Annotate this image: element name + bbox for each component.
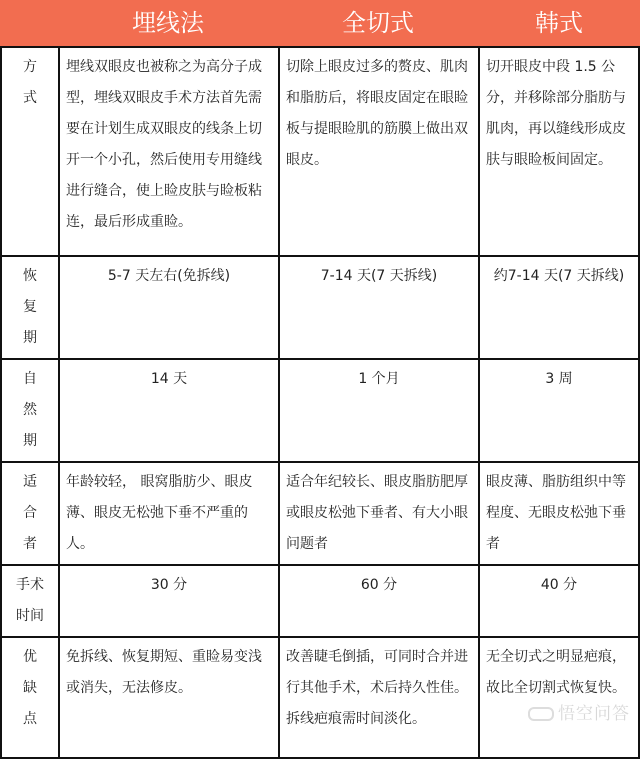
cell-method-buried: 埋线双眼皮也被称之为高分子成型，埋线双眼皮手术方法首先需要在计划生成双眼皮的线条上切开一个小孔，然后使用专用缝线进行缝合，使上睑皮肤与睑板粘连，最后形成重睑。: [59, 47, 279, 256]
cell-pros-cons-buried: 免拆线、恢复期短、重睑易变浅或消失，无法修皮。: [59, 637, 279, 758]
row-label-duration: [1, 565, 59, 637]
cell-natural-korean: 3 周: [479, 359, 639, 462]
cell-method-full: 切除上眼皮过多的赘皮、肌肉和脂肪后，将眼皮固定在眼睑板与提眼睑肌的筋膜上做出双眼皮。: [279, 47, 479, 256]
cell-duration-full: 60 分: [279, 565, 479, 637]
table-row-natural: [1, 359, 639, 462]
header-buried-suture: 埋线法: [132, 9, 204, 37]
cell-natural-full: 1 个月: [279, 359, 479, 462]
label-char: 式: [23, 90, 37, 106]
label-char: 适: [23, 474, 37, 490]
row-label-suitable: [1, 462, 59, 565]
label-char: 然: [23, 402, 37, 418]
label-char: 期: [23, 330, 37, 346]
label-char: 时间: [16, 608, 44, 624]
cell-suitable-buried: 年龄较轻， 眼窝脂肪少、眼皮薄、眼皮无松弛下垂不严重的人。: [59, 462, 279, 565]
label-char: 缺: [23, 680, 37, 696]
label-char: 方: [23, 59, 37, 75]
wukong-logo-icon: [528, 707, 554, 721]
label-char: 点: [23, 711, 37, 727]
cell-duration-korean: 40 分: [479, 565, 639, 637]
table-row-duration: [1, 565, 639, 637]
label-char: 者: [23, 536, 37, 552]
cell-recovery-full: 7-14 天(7 天拆线): [279, 256, 479, 359]
comparison-table: [0, 46, 640, 759]
watermark-text: 悟空问答: [558, 704, 630, 724]
header-full-incision: 全切式: [342, 9, 414, 37]
cell-method-korean: 切开眼皮中段 1.5 公分，并移除部分脂肪与肌肉，再以缝线形成皮肤与眼睑板间固定。: [479, 47, 639, 256]
header-korean-style: 韩式: [535, 9, 583, 37]
cell-suitable-full: 适合年纪较长、眼皮脂肪肥厚或眼皮松弛下垂者、有大小眼问题者: [279, 462, 479, 565]
table-row-recovery: [1, 256, 639, 359]
row-label-natural: [1, 359, 59, 462]
cell-pros-cons-korean: 无全切式之明显疤痕，故比全切割式恢复快。: [479, 637, 639, 758]
label-char: 手术: [16, 577, 44, 593]
table-row-suitable: [1, 462, 639, 565]
table-row-method: [1, 47, 639, 256]
label-char: 合: [23, 505, 37, 521]
cell-recovery-korean: 约7-14 天(7 天拆线): [479, 256, 639, 359]
label-char: 优: [23, 649, 37, 665]
cell-recovery-buried: 5-7 天左右(免拆线): [59, 256, 279, 359]
watermark: [528, 699, 630, 724]
cell-natural-buried: 14 天: [59, 359, 279, 462]
label-char: 恢: [23, 268, 37, 284]
label-char: 复: [23, 299, 37, 315]
row-label-method: [1, 47, 59, 256]
cell-duration-buried: 30 分: [59, 565, 279, 637]
cell-suitable-korean: 眼皮薄、脂肪组织中等程度、无眼皮松弛下垂者: [479, 462, 639, 565]
label-char: 期: [23, 433, 37, 449]
row-label-recovery: [1, 256, 59, 359]
row-label-pros-cons: [1, 637, 59, 758]
cell-pros-cons-full: 改善睫毛倒插，可同时合并进行其他手术，术后持久性佳。拆线疤痕需时间淡化。: [279, 637, 479, 758]
label-char: 自: [23, 371, 37, 387]
table-header: [0, 0, 640, 46]
table-row-pros-cons: [1, 637, 639, 758]
